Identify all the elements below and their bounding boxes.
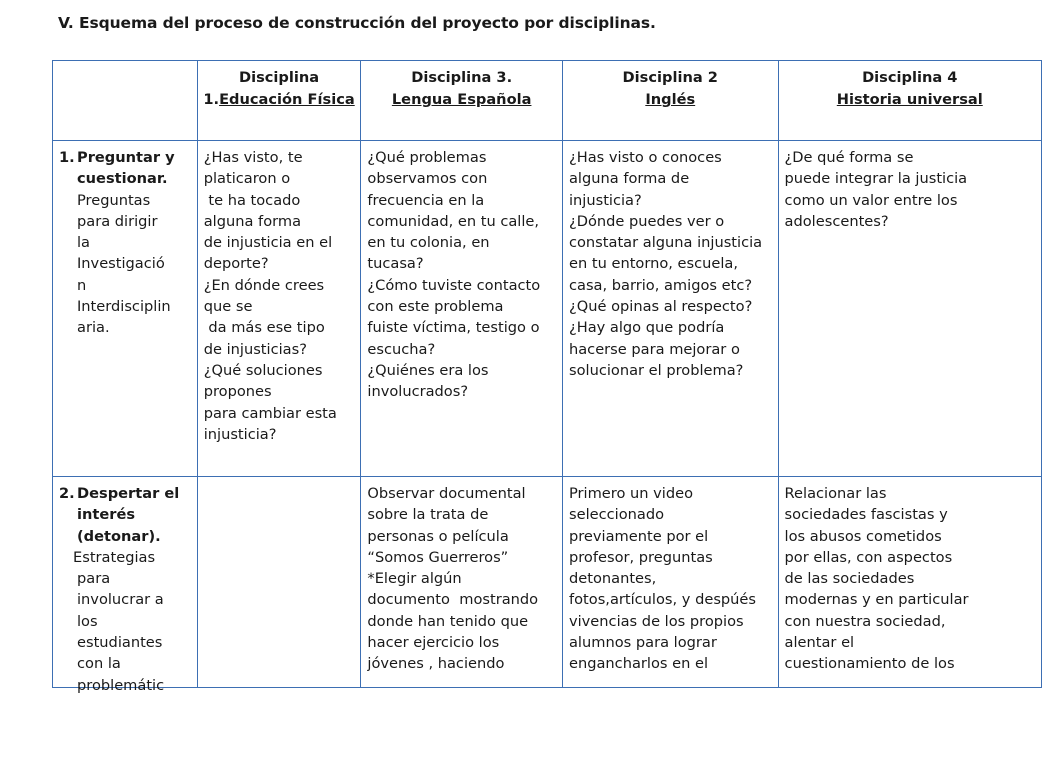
cell-text-line: ¿Has visto, te (203, 149, 303, 166)
cell-text-line: deporte? (203, 255, 269, 273)
cell-text-line: previamente por el (568, 527, 709, 545)
cell-text-line: personas o película (367, 527, 509, 545)
cell-text-line: en tu colonia, en (367, 234, 490, 252)
stage-description-line: aria. (77, 319, 110, 337)
cell-text-line: involucrados? (367, 383, 469, 401)
stage-heading-line: interés (77, 506, 136, 524)
stage-description-line: la (77, 234, 90, 252)
stage-description-line: involucrar a (77, 591, 164, 609)
cell-text-line: injusticia? (203, 425, 277, 443)
cell-text-line: Observar documental (367, 485, 526, 502)
stage-heading-line: cuestionar. (77, 170, 168, 188)
cell-text-line: hacerse para mejorar o (568, 340, 740, 358)
stage-description-line: Preguntas (77, 191, 151, 209)
table-cell (361, 477, 563, 687)
stage-description-line: n (77, 276, 87, 294)
cell-text-line: alentar el (784, 634, 855, 652)
header-subject: Historia universal (836, 91, 983, 108)
header-subject: Lengua Española (391, 91, 532, 108)
cell-text-line: *Elegir algún (367, 570, 462, 588)
stage-number: 2. (59, 485, 75, 502)
cell-text-line: comunidad, en tu calle, (367, 212, 540, 230)
stage-description-line: para (77, 570, 111, 588)
header-label: Disciplina (238, 69, 320, 86)
cell-text-line: cuestionamiento de los (784, 655, 955, 673)
cell-text-line: de injusticias? (203, 340, 307, 358)
stage-description-line: problemátic (77, 676, 165, 694)
header-cell-disciplina-1 (198, 61, 362, 141)
table-cell (198, 141, 362, 477)
cell-text-line: jóvenes , haciendo (367, 655, 505, 673)
cell-text-line: con este problema (367, 298, 504, 316)
stage-description-line: estudiantes (77, 634, 163, 652)
cell-text-line: seleccionado (568, 506, 665, 524)
stage-description-line: con la (77, 655, 121, 673)
stage-number: 1. (59, 149, 75, 166)
cell-text-line: por ellas, con aspectos (784, 548, 953, 566)
cell-text-line: vivencias de los propios (568, 612, 744, 630)
cell-text-line: ¿Dónde puedes ver o (568, 212, 725, 230)
cell-text-line: ¿De qué forma se (784, 149, 914, 166)
table-row (53, 141, 1041, 477)
cell-text-line: Relacionar las (784, 485, 887, 502)
header-label: Disciplina 3. (411, 69, 513, 86)
stage-description-line: para dirigir (77, 212, 158, 230)
cell-text-line: sobre la trata de (367, 506, 489, 524)
stage-description-line: Estrategias (73, 548, 156, 566)
cell-text-line: ¿Cómo tuviste contacto (367, 276, 541, 294)
cell-text-line: profesor, preguntas (568, 548, 713, 566)
cell-text-line: injusticia? (568, 191, 642, 209)
table-cell (361, 141, 563, 477)
cell-text-line: alguna forma de (568, 170, 690, 188)
header-cell-empty (53, 61, 198, 141)
stage-heading-line: 1. Preguntar y (59, 147, 194, 168)
cell-text-line: documento mostrando (367, 591, 539, 609)
cell-text-line: ¿En dónde crees (203, 276, 325, 294)
table-row (53, 477, 1041, 694)
header-cell-disciplina-2 (563, 61, 779, 141)
header-cell-disciplina-4 (779, 61, 1041, 141)
cell-text-line: alguna forma (203, 212, 302, 230)
cell-text-line: los abusos cometidos (784, 527, 942, 545)
cell-text-line: alumnos para lograr (568, 634, 717, 652)
document-title: V. Esquema del proceso de construcción del proyecto por disciplinas. (58, 14, 656, 32)
header-subject: Inglés (645, 91, 696, 108)
stage-heading-line: 2. Despertar el (59, 483, 194, 504)
cell-text-line: ¿Hay algo que podría (568, 319, 725, 337)
cell-text-line: puede integrar la justicia (784, 170, 968, 188)
cell-text-line: donde han tenido que (367, 612, 529, 630)
cell-text-line: ¿Qué soluciones (203, 361, 323, 379)
cell-text-line: sociedades fascistas y (784, 506, 948, 524)
cell-text-line: de injusticia en el (203, 234, 333, 252)
header-label: Disciplina 2 (622, 69, 718, 86)
stage-cell (53, 477, 198, 694)
cell-text-line: ¿Quiénes era los (367, 361, 489, 379)
cell-text-line: escucha? (367, 340, 436, 358)
cell-text-line: platicaron o (203, 170, 291, 188)
header-cell-disciplina-3 (361, 61, 563, 141)
cell-text-line: de las sociedades (784, 570, 915, 588)
table-header-row (53, 61, 1041, 141)
stage-description-line: Interdisciplin (77, 298, 171, 316)
header-subject: Educación Física (219, 91, 355, 108)
table-cell (779, 141, 1041, 477)
cell-text-line: “Somos Guerreros” (367, 548, 509, 566)
stage-cell (53, 141, 198, 477)
discipline-table (52, 60, 1042, 694)
stage-heading-line: (detonar). (77, 527, 161, 545)
table-cell (563, 141, 779, 477)
cell-text-line: en tu entorno, escuela, (568, 255, 739, 273)
cell-text-line: constatar alguna injusticia (568, 234, 763, 252)
cell-text-line: con nuestra sociedad, (784, 612, 946, 630)
cell-text-line: Primero un video (568, 485, 694, 502)
cell-text-line: adolescentes? (784, 212, 889, 230)
cell-text-line: frecuencia en la (367, 191, 485, 209)
header-label: Disciplina 4 (862, 69, 958, 86)
cell-text-line: como un valor entre los (784, 191, 958, 209)
cell-text-line: engancharlos en el (568, 655, 709, 673)
table-cell (563, 477, 779, 687)
discipline-table-viewport (52, 60, 983, 694)
stage-description-line: los (77, 612, 98, 630)
cell-text-line: ¿Qué opinas al respecto? (568, 298, 753, 316)
cell-text-line: modernas y en particular (784, 591, 969, 609)
stage-description-line: Investigació (77, 255, 165, 273)
cell-text-line: fuiste víctima, testigo o (367, 319, 540, 337)
cell-text-line: da más ese tipo (203, 319, 325, 337)
cell-text-line: para cambiar esta (203, 404, 337, 422)
cell-text-line: casa, barrio, amigos etc? (568, 276, 753, 294)
header-number: 1. (203, 91, 220, 108)
cell-text-line: tucasa? (367, 255, 424, 273)
cell-text-line: ¿Qué problemas (367, 149, 487, 166)
cell-text-line: te ha tocado (203, 191, 301, 209)
cell-text-line: observamos con (367, 170, 488, 188)
cell-text-line: fotos,artículos, y despúés (568, 591, 757, 609)
table-cell (198, 477, 362, 687)
cell-text-line: propones (203, 383, 272, 401)
cell-text-line: ¿Has visto o conoces (568, 149, 722, 166)
cell-text-line: detonantes, (568, 570, 657, 588)
cell-text-line: solucionar el problema? (568, 361, 744, 379)
cell-text-line: hacer ejercicio los (367, 634, 500, 652)
table-cell (779, 477, 1041, 687)
cell-text-line: que se (203, 298, 253, 316)
